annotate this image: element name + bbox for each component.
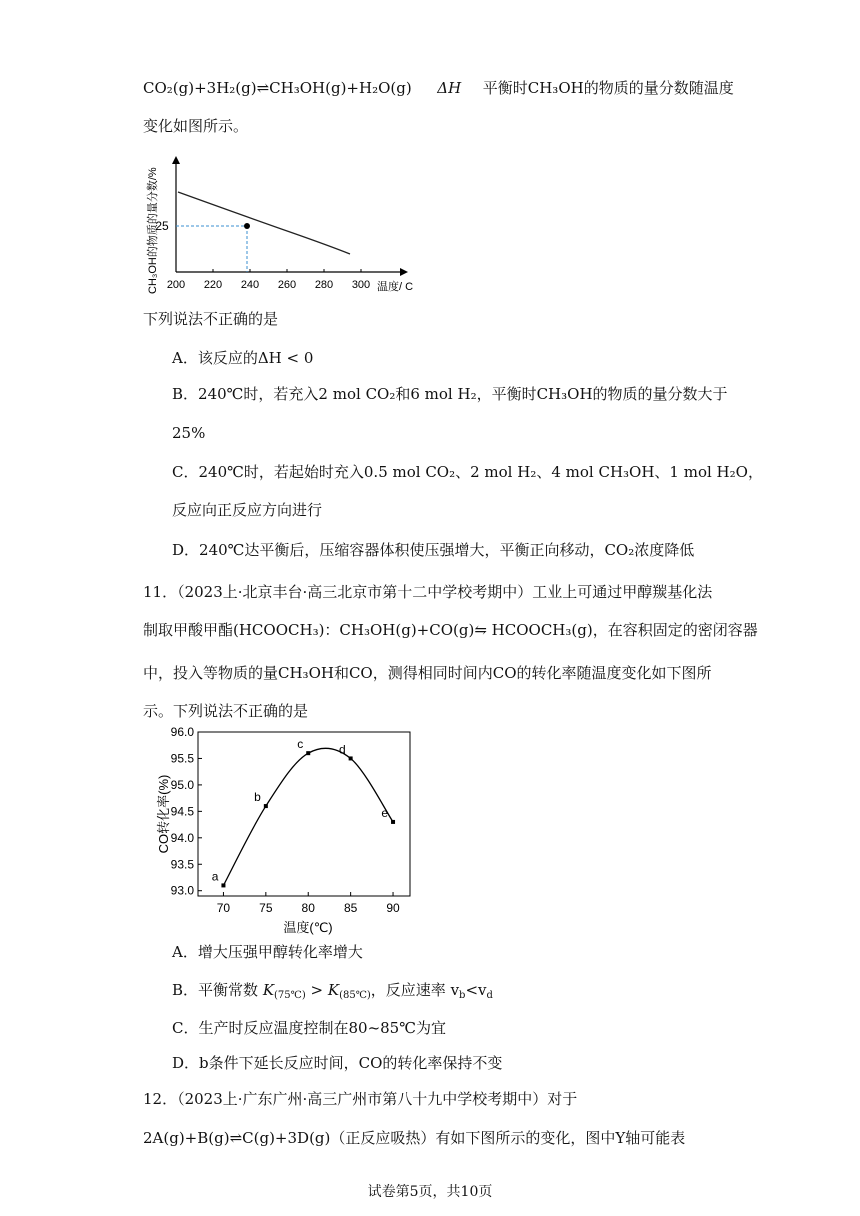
chart-data-point: [349, 756, 353, 760]
page-footer: 试卷第5页，共10页: [367, 1184, 493, 1200]
fig1-x-tick: 240: [240, 279, 260, 291]
q10-option-b: B．240℃时，若充入2 mol CO₂和6 mol H₂，平衡时CH₃OH的物质的量分数大于: [172, 385, 728, 403]
q11-option-b-lt: <v: [465, 981, 487, 999]
q11-option-b-post: ，反应速率 v: [370, 981, 460, 999]
fig1-x-tick: 260: [277, 279, 297, 291]
methanol-fraction-figure: [140, 142, 430, 302]
q12-line1: 12．（2023上·广东广州·高三广州市第八十九中学校考期中）对于: [143, 1090, 578, 1108]
q10-intro-text: 平衡时CH₃OH的物质的量分数随温度: [482, 79, 734, 97]
q10-intro-text2: 变化如图所示。: [143, 117, 249, 135]
q10-option-b-cont: 25%: [172, 424, 206, 442]
fig1-x-tick: 220: [203, 279, 223, 291]
q11-option-b: [172, 980, 493, 1006]
chart-x-tick-label: 70: [216, 901, 231, 915]
chart-y-label: CO转化率(%): [156, 774, 171, 854]
fig1-x-tick: 300: [351, 279, 371, 291]
q11-option-b-prefix: B．平衡常数: [172, 981, 259, 999]
co-conversion-chart: [156, 725, 420, 936]
fig1-y-arrow: [172, 156, 180, 164]
chart-point-label: b: [254, 790, 261, 805]
q11-line2: 制取甲酸甲酯(HCOOCH₃)：CH₃OH(g)+CO(g)⇋ HCOOCH₃(g)，在容积固定的密闭容器: [143, 621, 758, 639]
chart-data-point: [391, 820, 395, 824]
q11-option-b-gt: >: [305, 981, 328, 999]
q10-option-c: C．240℃时，若起始时充入0.5 mol CO₂、2 mol H₂、4 mol CH₃OH、1 mol H₂O，: [172, 463, 763, 481]
q10-stem: 下列说法不正确的是: [143, 310, 279, 328]
chart-x-tick-label: 80: [301, 901, 315, 915]
fig1-marked-point: [244, 223, 250, 229]
chart-y-tick-label: 95.0: [170, 777, 194, 792]
q11-line4: 示。下列说法不正确的是: [143, 702, 309, 720]
q11-line1: 11．（2023上·北京丰台·高三北京市第十二中学校考期中）工业上可通过甲醇羰基化法: [143, 583, 713, 601]
chart-data-point: [221, 883, 225, 887]
chart-x-label: 温度(℃): [283, 920, 333, 935]
q10-reaction: CO₂(g)+3H₂(g)⇌CH₃OH(g)+H₂O(g): [143, 79, 412, 97]
q11-option-b-k2: K: [327, 981, 340, 999]
q11-option-a: A．增大压强甲醇转化率增大: [172, 943, 363, 961]
fig1-x-tick-labels: [167, 279, 370, 291]
chart-x-tick-label: 90: [386, 901, 400, 915]
chart-y-tick-label: 96.0: [170, 725, 194, 739]
q10-option-c-cont: 反应向正反应方向进行: [172, 501, 323, 519]
chart-point-label: c: [297, 737, 304, 752]
chart-curve: [223, 748, 393, 885]
chart-point-label: a: [211, 869, 219, 884]
q10-option-d: D．240℃达平衡后，压缩容器体积使压强增大，平衡正向移动，CO₂浓度降低: [172, 541, 695, 559]
q10-option-a: A．该反应的ΔH < 0: [172, 349, 314, 367]
q12-line2: 2A(g)+B(g)⇌C(g)+3D(g)（正反应吸热）有如下图所示的变化，图中Y轴可能表: [143, 1129, 686, 1147]
q11-option-b-k2-sub: (85℃): [339, 990, 371, 1001]
fig1-x-tick: 200: [166, 279, 186, 291]
fig1-y-label: CH₃OH的物质的量分数/%: [147, 167, 159, 294]
chart-y-tick-label: 93.0: [170, 883, 194, 898]
chart-x-tick-label: 75: [259, 901, 273, 915]
fig1-x-tick: 280: [314, 279, 334, 291]
fig1-y-marked-label: 25: [155, 219, 169, 233]
chart-y-tick-label: 94.5: [170, 804, 194, 819]
q11-option-b-vd: d: [486, 990, 493, 1001]
q11-option-b-k1-sub: (75℃): [274, 990, 306, 1001]
chart-point-label: d: [338, 742, 346, 757]
chart-y-tick-label: 94.0: [170, 830, 194, 845]
q11-option-d: D．b条件下延长反应时间，CO的转化率保持不变: [172, 1054, 503, 1072]
q10-reaction-line: [143, 78, 734, 98]
chart-y-tick-label: 95.5: [170, 751, 194, 766]
q11-line3: 中，投入等物质的量CH₃OH和CO，测得相同时间内CO的转化率随温度变化如下图所: [143, 664, 712, 682]
chart-point-label: e: [381, 805, 389, 820]
q10-delta-h: ΔH: [437, 79, 462, 97]
chart-y-tick-label: 93.5: [170, 857, 194, 872]
fig1-x-label: 温度/ C: [377, 281, 414, 293]
fig1-curve: [178, 192, 350, 254]
chart-data-point: [264, 804, 268, 808]
chart-data-point: [306, 751, 310, 755]
q11-option-b-vb: b: [459, 990, 466, 1001]
q11-option-c: C．生产时反应温度控制在80~85℃为宜: [172, 1019, 447, 1037]
fig1-x-arrow: [400, 268, 408, 276]
q11-option-b-k1: K: [262, 981, 275, 999]
chart-x-tick-label: 85: [343, 901, 358, 915]
